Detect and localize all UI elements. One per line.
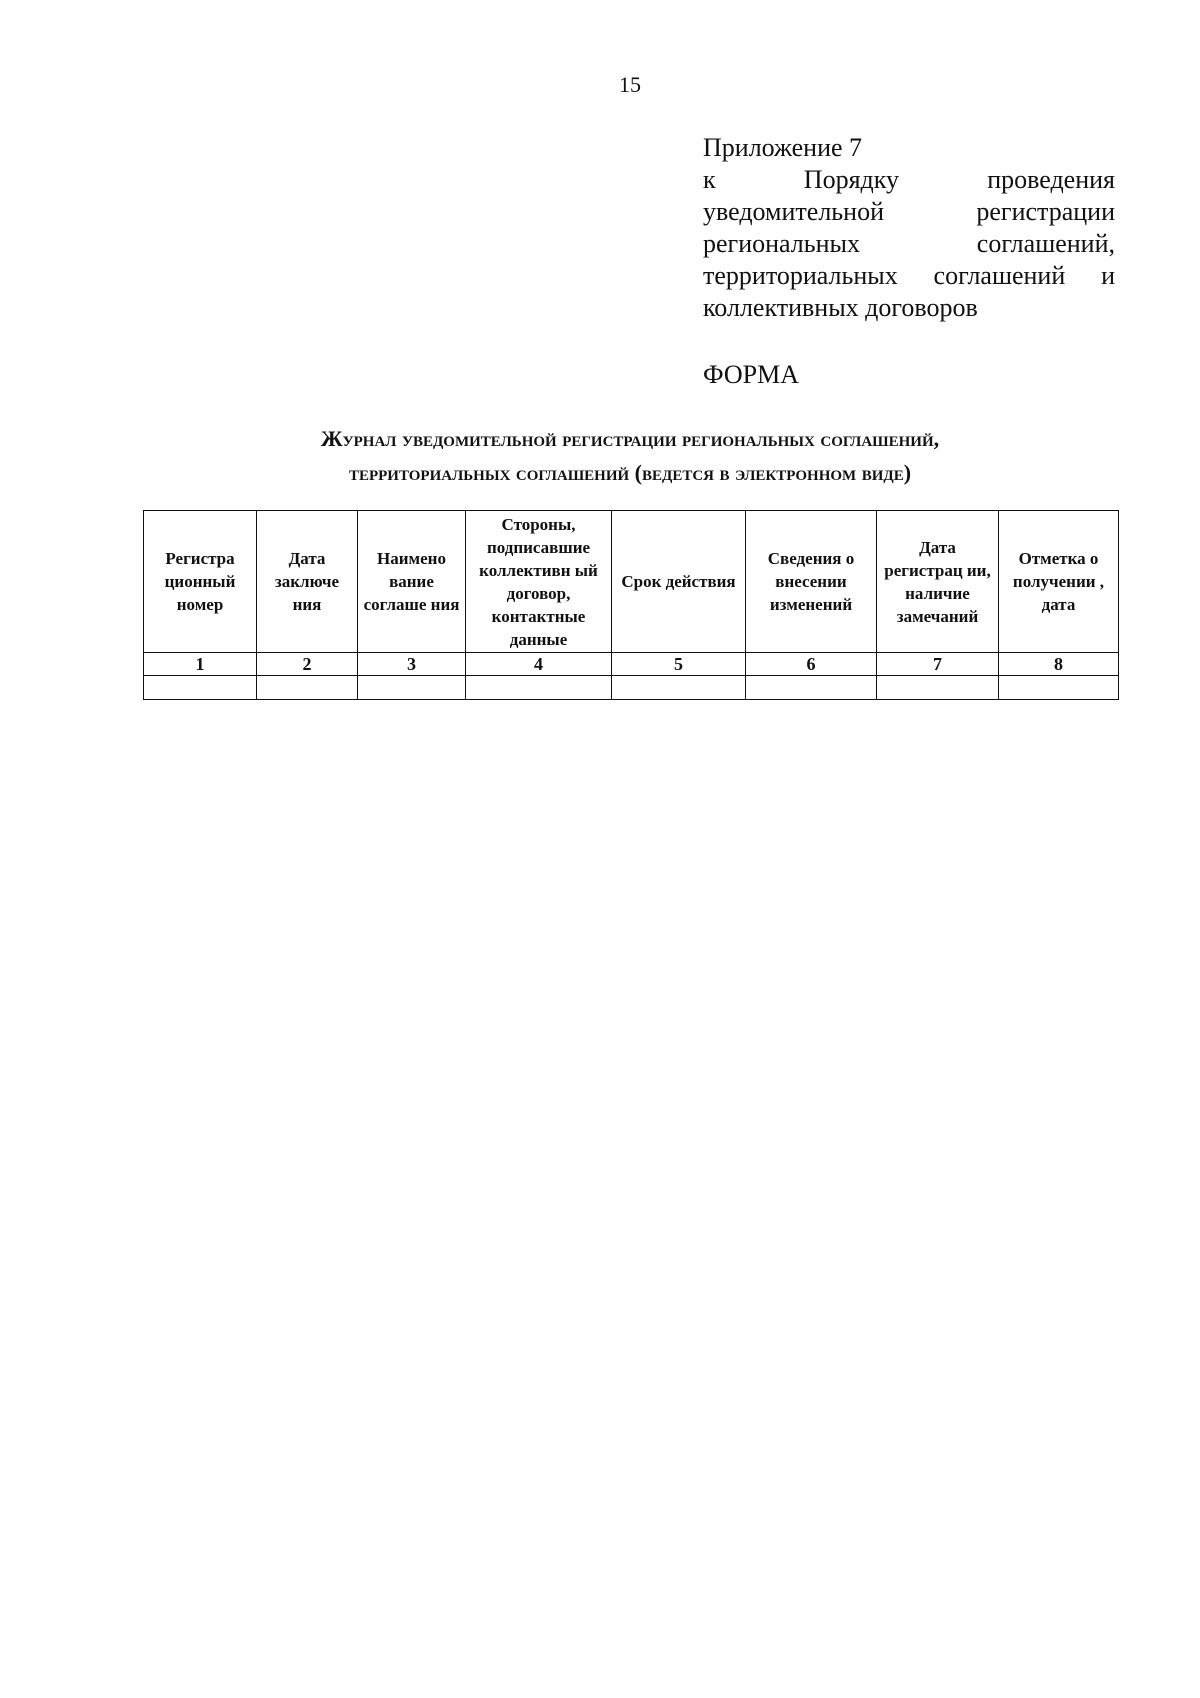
header-registration-date: Дата регистрац ии, наличие замечаний: [877, 511, 999, 653]
empty-cell: [999, 676, 1119, 700]
empty-cell: [877, 676, 999, 700]
header-conclusion-date: Дата заключе ния: [257, 511, 358, 653]
empty-cell: [144, 676, 257, 700]
column-number: 6: [746, 653, 877, 676]
empty-cell: [358, 676, 466, 700]
header-parties: Стороны, подписавшие коллективн ый договор, контактные данные: [466, 511, 612, 653]
appendix-text: к Порядку проведения уведомительной регистрации региональных соглашений, территориальных соглашений и коллективных договоров: [703, 165, 1115, 322]
header-validity-period: Срок действия: [612, 511, 746, 653]
column-number: 1: [144, 653, 257, 676]
appendix-block: [703, 132, 1115, 324]
empty-cell: [746, 676, 877, 700]
empty-cell: [612, 676, 746, 700]
header-changes-info: Сведения о внесении изменений: [746, 511, 877, 653]
column-number: 3: [358, 653, 466, 676]
form-label: ФОРМА: [703, 360, 799, 389]
registration-journal-table: [143, 510, 1119, 700]
column-number-row: [144, 653, 1119, 676]
journal-title: [140, 422, 1120, 490]
column-number: 5: [612, 653, 746, 676]
header-agreement-name: Наимено вание соглаше ния: [358, 511, 466, 653]
empty-cell: [466, 676, 612, 700]
header-receipt-mark: Отметка о получении , дата: [999, 511, 1119, 653]
header-row: [144, 511, 1119, 653]
column-number: 8: [999, 653, 1119, 676]
empty-cell: [257, 676, 358, 700]
journal-title-line-1: Журнал уведомительной регистрации региональных соглашений,: [320, 426, 940, 451]
column-number: 2: [257, 653, 358, 676]
column-number: 4: [466, 653, 612, 676]
journal-title-line-2: территориальных соглашений (ведется в электронном виде): [348, 460, 912, 485]
page-number: 15: [619, 72, 641, 97]
column-number: 7: [877, 653, 999, 676]
header-registration-number: Регистра ционный номер: [144, 511, 257, 653]
appendix-title: Приложение 7: [703, 133, 863, 162]
empty-entry-row: [144, 676, 1119, 700]
